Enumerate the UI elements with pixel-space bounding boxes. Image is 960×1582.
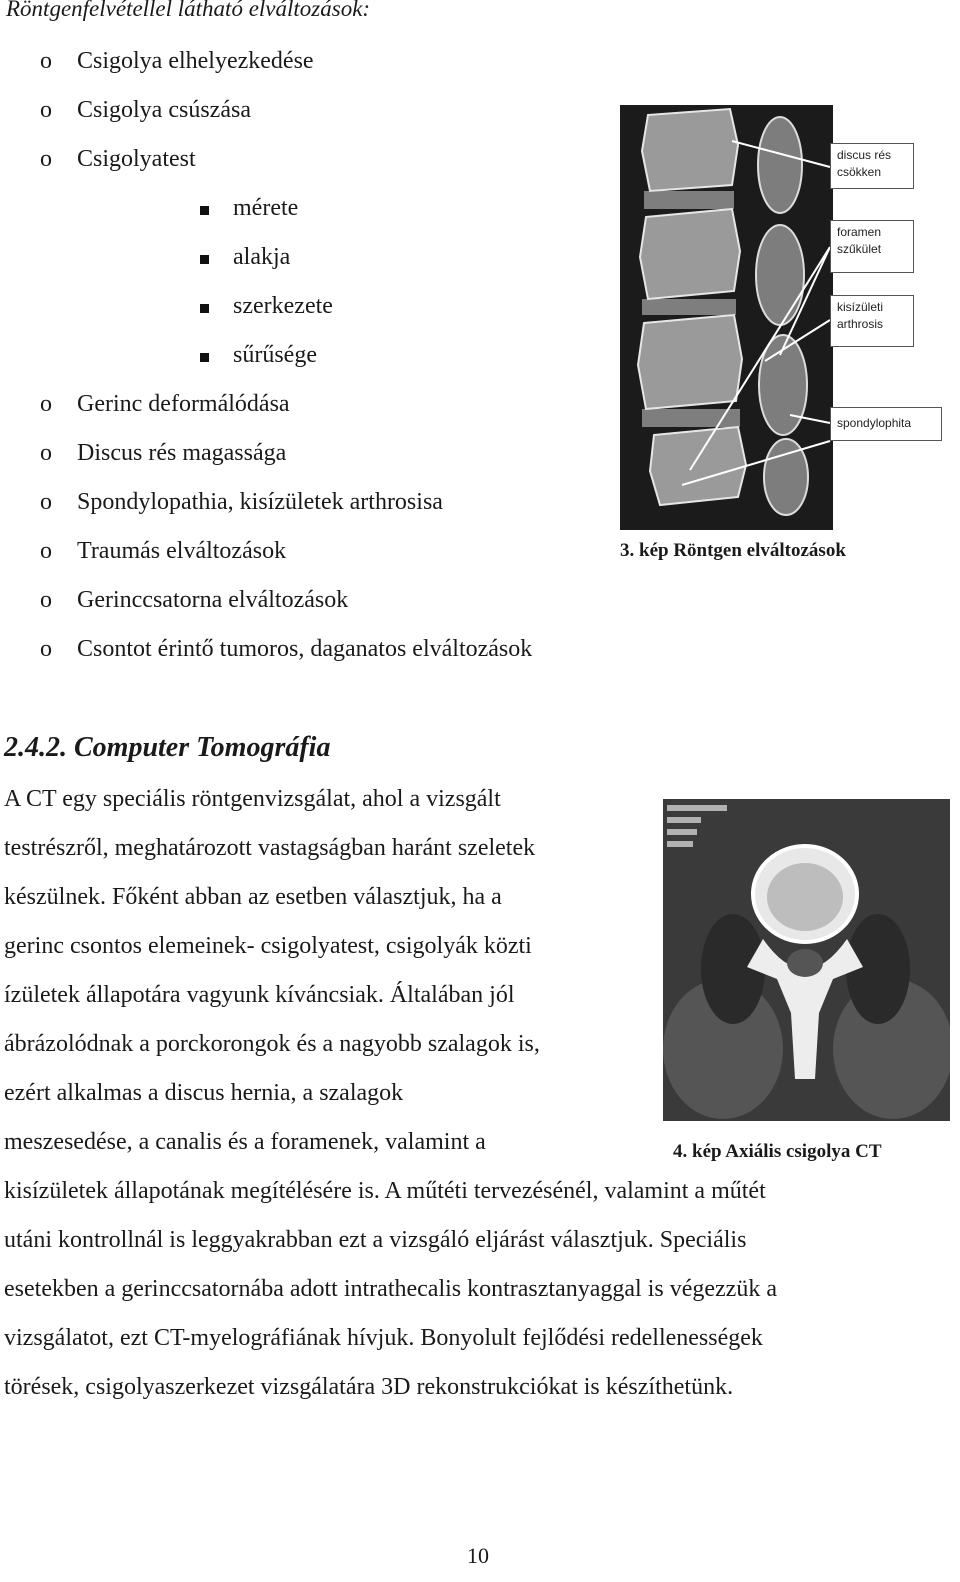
callout-kisizuleti	[830, 295, 914, 347]
page-number: 10	[467, 1543, 489, 1568]
list-item	[40, 97, 600, 127]
paragraph-line: kisízületek állapotának megítélésére is. A műtéti tervezésénél, valamint a műtét	[4, 1178, 766, 1204]
list-item	[40, 489, 600, 519]
list-item-text: Gerinccsatorna elváltozások	[77, 587, 349, 613]
paragraph-line: ezért alkalmas a discus hernia, a szalagok	[4, 1080, 404, 1106]
paragraph-line: utáni kontrollnál is leggyakrabban ezt a vizsgáló eljárást választjuk. Speciális	[4, 1227, 747, 1253]
paragraph-line: vizsgálatot, ezt CT-myelográfiának hívjuk. Bonyolult fejlődési redellenességek	[4, 1325, 763, 1351]
paragraph-line: ábrázolódnak a porckorongok és a nagyobb szalagok is,	[4, 1031, 540, 1057]
paragraph-line: törések, csigolyaszerkezet vizsgálatára 3D rekonstrukciókat is készíthetünk.	[4, 1374, 734, 1400]
section-heading: 2.4.2. Computer Tomográfia	[4, 732, 331, 763]
callout-label: spondylophita	[837, 416, 912, 430]
list-bullet: o	[40, 489, 52, 515]
list-bullet: o	[40, 636, 52, 662]
figure-caption: 4. kép Axiális csigolya CT	[673, 1141, 882, 1162]
sub-list-item	[200, 195, 500, 225]
list-item	[40, 440, 600, 470]
list-item	[40, 48, 600, 78]
paragraph-line: ízületek állapotára vagyunk kíváncsiak. Általában jól	[4, 982, 515, 1008]
list-item	[40, 587, 600, 617]
list-bullet: o	[40, 587, 52, 613]
figure-caption: 3. kép Röntgen elváltozások	[620, 540, 846, 561]
callout-label: kisízületi	[837, 300, 884, 314]
callout-discus	[830, 143, 914, 189]
list-bullet: o	[40, 391, 52, 417]
callout-foramen	[830, 220, 914, 273]
sub-list-item	[200, 244, 500, 274]
list-item-text: Csigolya csúszása	[77, 97, 251, 123]
callout-label: csökken	[837, 165, 882, 179]
list-bullet: o	[40, 97, 52, 123]
list-item-text: Spondylopathia, kisízületek arthrosisa	[77, 489, 443, 515]
square-bullet-icon	[200, 353, 209, 362]
paragraph-line: A CT egy speciális röntgenvizsgálat, ahol a vizsgált	[4, 786, 501, 812]
spine-xray-image	[620, 105, 833, 530]
sub-list-item	[200, 342, 500, 372]
list-item	[40, 538, 600, 568]
xray-figure	[620, 105, 950, 530]
sub-list-item	[200, 293, 500, 323]
paragraph-line: testrészről, meghatározott vastagságban haránt szeletek	[4, 835, 536, 861]
list-bullet: o	[40, 538, 52, 564]
list-bullet: o	[40, 48, 52, 74]
callout-label: arthrosis	[837, 317, 884, 331]
square-bullet-icon	[200, 255, 209, 264]
paragraph-line: készülnek. Főként abban az esetben választjuk, ha a	[4, 884, 502, 910]
list-item-text: Csontot érintő tumoros, daganatos elváltozások	[77, 636, 533, 662]
square-bullet-icon	[200, 304, 209, 313]
list-item	[40, 391, 600, 421]
square-bullet-icon	[200, 206, 209, 215]
list-bullet: o	[40, 146, 52, 172]
list-bullet: o	[40, 440, 52, 466]
callout-label: foramen	[837, 225, 882, 239]
ct-scan-image	[663, 799, 950, 1121]
list-item-text: Csigolya elhelyezkedése	[77, 48, 314, 74]
sub-list-item-text: alakja	[233, 244, 291, 270]
paragraph-line: meszesedése, a canalis és a foramenek, valamint a	[4, 1129, 486, 1155]
list-item-text: Gerinc deformálódása	[77, 391, 290, 417]
list-item-text: Discus rés magassága	[77, 440, 287, 466]
callout-label: discus rés	[837, 148, 892, 162]
sub-list-item-text: mérete	[233, 195, 299, 221]
paragraph-line: gerinc csontos elemeinek- csigolyatest, csigolyák közti	[4, 933, 532, 959]
list-item-text: Csigolyatest	[77, 146, 196, 172]
sub-list-item-text: sűrűsége	[233, 342, 317, 368]
paragraph-line: esetekben a gerinccsatornába adott intrathecalis kontrasztanyaggal is végezzük a	[4, 1276, 777, 1302]
callout-label: szűkület	[837, 242, 882, 256]
list-item	[40, 146, 600, 176]
list-item	[40, 636, 640, 666]
callout-spondylophita	[830, 407, 942, 441]
intro-heading: Röntgenfelvétellel látható elváltozások:	[6, 0, 371, 21]
sub-list-item-text: szerkezete	[233, 293, 333, 319]
list-item-text: Traumás elváltozások	[77, 538, 287, 564]
